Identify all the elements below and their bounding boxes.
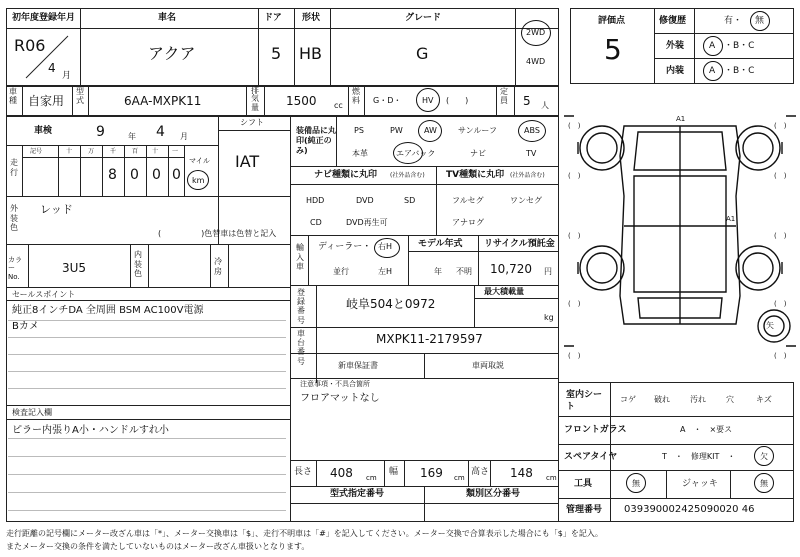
- capacity-unit: 人: [541, 101, 549, 110]
- first-reg-month: 4: [48, 61, 56, 75]
- mileage-label: 走行: [10, 158, 18, 177]
- shape-header: 形状: [302, 13, 321, 23]
- sales-points-label: セールスポイント: [12, 290, 76, 299]
- kg-unit: kg: [544, 313, 554, 322]
- length-value: 408: [330, 466, 353, 480]
- type-designation: 型式指定番号: [330, 489, 385, 499]
- exterior-color-label: 外装色: [10, 204, 18, 233]
- seat-item: 汚れ: [690, 395, 706, 404]
- repair-label: 修復歴: [659, 16, 687, 26]
- diagram-mark-front: A1: [676, 115, 686, 123]
- inspector-note: ピラー内張りA小・ハンドルすれ小: [12, 425, 169, 436]
- tools-value: 無: [632, 479, 640, 488]
- model-year-value: 不明: [456, 267, 472, 276]
- mileage-unit: 記号: [30, 148, 43, 155]
- spare-label: スペアタイヤ: [564, 452, 618, 462]
- height-label: 高さ: [471, 467, 490, 477]
- color-no-label: カラーNo.: [8, 256, 22, 281]
- capacity-value: 5: [523, 94, 531, 108]
- equipment-item: TV: [526, 149, 537, 158]
- svg-text:( ): ( ): [774, 232, 787, 240]
- svg-text:( ): ( ): [568, 172, 581, 180]
- mileage-unit: 一: [172, 148, 179, 155]
- aircon-label: 冷房: [214, 257, 222, 276]
- width-value: 169: [420, 466, 443, 480]
- first-reg-year: R06: [14, 36, 46, 55]
- width-label: 幅: [389, 467, 399, 477]
- mgmt-label: 管理番号: [566, 505, 603, 515]
- exterior-color: レッド: [40, 203, 73, 216]
- aw-circle: [418, 120, 442, 142]
- grade-value: G: [416, 44, 429, 63]
- seat-item: コゲ: [620, 395, 636, 404]
- spare-selected: 欠: [760, 452, 768, 461]
- body-shape: HB: [299, 44, 323, 63]
- use-label: 車種: [9, 87, 17, 105]
- height-value: 148: [510, 466, 533, 480]
- nav-note: (社外品含む): [390, 172, 425, 179]
- plate-label: 登録番号: [297, 288, 305, 325]
- displacement-value: 1500: [286, 94, 317, 108]
- equipment-label: 装備品に丸印(純正のみ): [296, 126, 336, 155]
- first-reg-month-unit: 月: [62, 71, 72, 81]
- seat-item: キズ: [756, 395, 772, 404]
- mileage-unit: 十: [152, 148, 159, 155]
- drive-4wd: 4WD: [526, 57, 546, 66]
- equipment-item: エアバック: [396, 149, 436, 158]
- dealer: ディーラー・: [318, 242, 372, 252]
- use-value: 自家用: [28, 94, 65, 108]
- tv-header: TV種類に丸印: [446, 170, 505, 180]
- interior-rest: ・B・C: [724, 66, 755, 76]
- exterior-selected: A: [709, 41, 716, 51]
- mileage-unit: 十: [66, 148, 73, 155]
- color-change-note: ( )色替車は色替と記入: [158, 229, 277, 238]
- length-label: 長さ: [294, 467, 313, 477]
- capacity-label: 定員: [500, 87, 508, 105]
- mileage-digit: 0: [172, 167, 181, 183]
- tools-label: 工具: [574, 479, 593, 489]
- category-number: 類別区分番号: [466, 489, 521, 499]
- sales-point-2: Bカメ: [12, 321, 39, 332]
- door-count: 5: [271, 44, 282, 63]
- max-load-header: 最大積載量: [484, 287, 524, 296]
- model-label: 型式: [76, 87, 84, 105]
- equipment-item: PS: [354, 126, 364, 135]
- width-unit: cm: [454, 474, 465, 482]
- svg-text:( ): ( ): [774, 122, 787, 130]
- parallel: 並行: [333, 267, 349, 276]
- spare-options: T ・ 修理KIT ・: [662, 452, 736, 461]
- repair-selected: 無: [755, 16, 765, 26]
- inspector-label: 検査記入欄: [12, 408, 52, 417]
- interior-selected: A: [709, 66, 716, 76]
- footer-line-1: 走行距離の記号欄にメーター改ざん車は「*」、メーター交換車は「$」、走行不明車は「#」を記入してください。メーター交換で合算表示した場合にも「$」を記入。: [6, 529, 603, 538]
- windshield-value: A ・ ×要ス: [680, 425, 733, 434]
- height-unit: cm: [546, 474, 557, 482]
- notes-header: 注意事項・不具合箇所: [300, 380, 370, 388]
- interior-color-label: 内装色: [134, 250, 142, 279]
- interior-label: 内装: [666, 66, 685, 76]
- equipment-item: 本革: [352, 149, 368, 158]
- fuel-selected: HV: [422, 96, 434, 105]
- mile-label: マイル: [189, 157, 210, 165]
- mileage-unit: 千: [110, 148, 117, 155]
- recycle-header: リサイクル預託金: [484, 239, 555, 249]
- svg-text:( ): ( ): [568, 232, 581, 240]
- displacement-label: 排気量: [251, 86, 259, 112]
- steer-right: 右H: [378, 242, 393, 251]
- tv-type: フルセグ: [452, 196, 484, 205]
- drive-2wd: 2WD: [526, 28, 546, 37]
- svg-text:( ): ( ): [568, 300, 581, 308]
- tv-type: ワンセグ: [510, 196, 542, 205]
- plate-number: 岐阜504と0972: [346, 297, 436, 311]
- jack-value: 無: [760, 479, 768, 488]
- equipment-item: サンルーフ: [458, 126, 497, 135]
- mileage-unit: 百: [132, 148, 139, 155]
- nav-header: ナビ種類に丸印: [314, 170, 378, 180]
- mileage-digit: 8: [108, 167, 117, 183]
- car-name: アクア: [148, 44, 196, 63]
- model-value: 6AA-MXPK11: [124, 94, 202, 108]
- abs-circle: [518, 120, 546, 142]
- svg-text:( ): ( ): [774, 172, 787, 180]
- nav-type: SD: [404, 196, 416, 205]
- mileage-digit: 0: [130, 167, 139, 183]
- fuel-paren: ( ): [446, 96, 469, 105]
- grade-header: グレード: [405, 13, 442, 23]
- chassis-label: 車台番号: [297, 329, 305, 366]
- import-label: 輸入車: [296, 243, 304, 272]
- jack-label: ジャッキ: [682, 479, 718, 489]
- seat-item: 穴: [726, 395, 734, 404]
- score-value: 5: [604, 33, 622, 66]
- exterior-rest: ・B・C: [724, 41, 755, 51]
- fuel-options: G・D・: [373, 96, 402, 105]
- notes-value: フロアマットなし: [300, 393, 380, 404]
- shift-value: IAT: [235, 152, 260, 171]
- color-no: 3U5: [62, 261, 87, 275]
- equipment-item: PW: [390, 126, 403, 135]
- shift-label: シフト: [240, 118, 264, 127]
- cc-unit: cc: [334, 101, 343, 110]
- km-label: km: [192, 176, 205, 185]
- equipment-item: ABS: [524, 126, 540, 135]
- svg-text:( ): ( ): [774, 352, 787, 360]
- first-reg-header: 初年度登録年月: [12, 13, 76, 23]
- steer-left: 左H: [378, 267, 393, 276]
- seat-item: 破れ: [654, 395, 670, 404]
- equipment-item: ナビ: [470, 149, 486, 158]
- car-diagram: [564, 96, 796, 376]
- length-unit: cm: [366, 474, 377, 482]
- svg-text:( ): ( ): [568, 122, 581, 130]
- windshield-label: フロントガラス: [564, 425, 627, 435]
- car-name-header: 車名: [158, 13, 177, 23]
- airbag-circle: [393, 142, 423, 164]
- new-car-warranty: 新車保証書: [338, 361, 378, 370]
- seat-label: 室内シート: [566, 390, 603, 412]
- chassis-number: MXPK11-2179597: [376, 332, 483, 346]
- exterior-label: 外装: [666, 41, 685, 51]
- inspection-label: 車検: [34, 126, 53, 136]
- diagram-mark-side: A1: [726, 215, 736, 223]
- tv-type: アナログ: [452, 218, 484, 227]
- tv-note: (社外品含む): [510, 172, 545, 179]
- nav-type: DVD再生可: [346, 218, 388, 227]
- mileage-digit: 0: [152, 167, 161, 183]
- repair-options: 有・: [724, 16, 743, 26]
- inspection-month: 4: [156, 124, 165, 140]
- inspection-year-unit: 年: [128, 132, 136, 141]
- mileage-unit: 万: [88, 148, 95, 155]
- nav-type: HDD: [306, 196, 325, 205]
- model-year-header: モデル年式: [418, 239, 463, 249]
- vehicle-manual: 車両取説: [472, 361, 504, 370]
- score-label: 評価点: [598, 16, 626, 26]
- mgmt-value: 039390002425090020 46: [624, 504, 755, 515]
- door-header: ドア: [264, 13, 282, 23]
- nav-type: CD: [310, 218, 322, 227]
- svg-text:( ): ( ): [568, 352, 581, 360]
- recycle-value: 10,720: [490, 262, 532, 276]
- recycle-unit: 円: [544, 267, 552, 276]
- inspection-year: 9: [96, 124, 105, 140]
- footer-line-2: またメーター交換の条件を満たしていないものはメーター改ざん車扱いとなります。: [6, 542, 310, 551]
- inspection-month-unit: 月: [180, 132, 188, 141]
- sales-point-1: 純正8インチDA 全周囲 BSM AC100V電源: [12, 305, 204, 316]
- equipment-item: AW: [424, 126, 437, 135]
- nav-type: DVD: [356, 196, 374, 205]
- tire-mark: 矢: [766, 321, 774, 330]
- fuel-label: 燃料: [352, 87, 360, 105]
- svg-text:( ): ( ): [774, 300, 787, 308]
- model-year-unit: 年: [434, 267, 442, 276]
